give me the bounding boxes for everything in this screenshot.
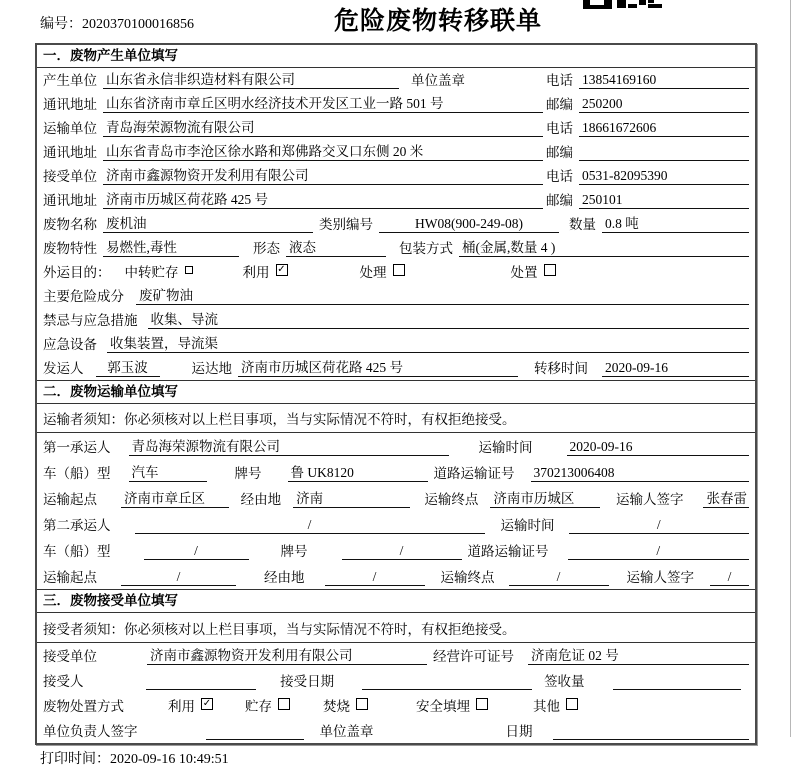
checkbox-label: 中转贮存 — [124, 265, 179, 280]
notice-text: 接受者须知：你必须核对以上栏目事项，当与实际情况不符时，有权拒绝接受。 — [43, 621, 516, 637]
checkbox-option — [323, 695, 368, 715]
field-value: 2020-09-16 — [602, 359, 749, 377]
checkbox-unchecked-icon — [185, 266, 193, 274]
form-row — [37, 236, 755, 260]
field-label: 运输时间 — [500, 518, 555, 533]
form-row — [37, 356, 755, 380]
form-row — [37, 668, 755, 693]
section-3 — [37, 589, 755, 743]
field-value: 桶(金属,数量 4 ) — [459, 239, 749, 257]
field-label: 运输人签字 — [615, 492, 684, 507]
field-label: 牌号 — [280, 544, 308, 559]
field-label: 日期 — [505, 724, 533, 739]
field-value — [206, 739, 304, 740]
form-row — [37, 718, 755, 743]
section-title: 二．废物运输单位填写 — [37, 381, 755, 404]
form-row — [37, 212, 755, 236]
checkbox-label: 其他 — [533, 699, 560, 714]
field-label: 道路运输证号 — [467, 544, 549, 559]
field-label: 运输人签字 — [626, 570, 694, 585]
field-label: 运输终点 — [440, 570, 495, 585]
field-value: / — [568, 542, 750, 560]
checkbox-label: 贮存 — [245, 699, 272, 714]
form-row — [37, 260, 755, 284]
field-value: 0531-82095390 — [579, 167, 749, 185]
field-label: 经营许可证号 — [433, 649, 514, 664]
field-value: 2020-09-16 — [567, 438, 750, 456]
section-title: 一．废物产生单位填写 — [37, 45, 755, 68]
field-value: 济南市历城区荷花路 425 号 — [238, 359, 518, 377]
static-text: 外运目的： — [43, 265, 111, 280]
section-1 — [37, 45, 755, 380]
checkbox-option — [125, 261, 193, 281]
notice-row — [37, 613, 755, 643]
checkbox-label: 利用 — [168, 699, 195, 714]
field-value: 13854169160 — [579, 71, 749, 89]
field-label: 禁忌与应急措施 — [43, 313, 138, 328]
field-value — [553, 739, 750, 740]
field-label: 转移时间 — [534, 361, 588, 376]
static-text: 单位盖章 — [411, 73, 465, 88]
field-label: 产生单位 — [43, 73, 97, 88]
field-value: / — [121, 568, 236, 586]
form-row — [37, 433, 755, 459]
doc-number-value: 2020370100016856 — [82, 17, 194, 32]
manifest-table — [35, 43, 757, 745]
checkbox-label: 焚烧 — [323, 699, 350, 714]
field-value: 汽车 — [129, 464, 207, 482]
checkbox-option — [243, 261, 288, 281]
field-value: 250101 — [579, 191, 749, 209]
field-label: 运达地 — [191, 361, 232, 376]
form-row — [37, 92, 755, 116]
print-time — [40, 748, 229, 768]
form-row — [37, 643, 755, 668]
form-row — [37, 188, 755, 212]
form-row — [37, 332, 755, 356]
checkbox-option — [168, 695, 213, 715]
field-label: 废物名称 — [43, 217, 97, 232]
field-label: 数量 — [569, 217, 596, 232]
field-label: 电话 — [546, 121, 573, 136]
field-value: / — [135, 516, 485, 534]
field-value: 18661672606 — [579, 119, 749, 137]
field-value: 张春雷 — [703, 490, 749, 508]
field-value: 郭玉波 — [96, 359, 160, 377]
field-value: 济南市鑫源物资开发利用有限公司 — [147, 647, 427, 665]
notice-text: 运输者须知：你必须核对以上栏目事项，当与实际情况不符时，有权拒绝接受。 — [43, 412, 516, 427]
field-label: 第二承运人 — [43, 518, 111, 533]
field-value: 0.8 吨 — [602, 215, 749, 233]
checkbox-label: 安全填埋 — [416, 699, 470, 714]
field-value: 青岛海荣源物流有限公司 — [103, 119, 543, 137]
checkbox-unchecked-icon — [393, 264, 405, 276]
field-label: 单位负责人签字 — [43, 724, 138, 739]
field-value — [579, 160, 749, 161]
field-label: 类别编号 — [319, 217, 373, 232]
field-value: 废机油 — [103, 215, 313, 233]
field-value: 易燃性,毒性 — [103, 239, 239, 257]
field-label: 经由地 — [240, 492, 282, 507]
form-row — [37, 511, 755, 537]
field-label: 接受单位 — [43, 649, 97, 664]
notice-row — [37, 404, 755, 433]
field-value: / — [569, 516, 750, 534]
field-value — [362, 689, 532, 690]
field-value — [613, 689, 741, 690]
checkbox-checked-icon: ✓ — [277, 264, 286, 275]
field-label: 运输起点 — [43, 570, 97, 585]
field-label: 运输终点 — [424, 492, 479, 507]
field-label: 通讯地址 — [43, 193, 97, 208]
field-label: 接受日期 — [280, 674, 335, 689]
field-value: 370213006408 — [531, 464, 750, 482]
field-value: 山东省青岛市李沧区徐水路和郑佛路交叉口东侧 20 米 — [103, 143, 543, 161]
checkbox-option — [360, 261, 405, 281]
field-value: 济南市历城区荷花路 425 号 — [103, 191, 543, 209]
section-title: 三．废物接受单位填写 — [37, 590, 755, 613]
field-label: 电话 — [546, 73, 573, 88]
field-label: 牌号 — [234, 466, 262, 481]
field-value: 收集装置，导流渠 — [107, 335, 749, 353]
field-label: 第一承运人 — [43, 440, 111, 455]
field-value: 250200 — [579, 95, 749, 113]
form-row — [37, 140, 755, 164]
checkbox-unchecked-icon — [278, 698, 290, 710]
field-value: 山东省济南市章丘区明水经济技术开发区工业一路 501 号 — [103, 95, 543, 113]
field-label: 主要危险成分 — [43, 289, 124, 304]
field-label: 邮编 — [546, 145, 573, 160]
print-time-value: 2020-09-16 10:49:51 — [110, 752, 229, 767]
field-label: 接受单位 — [43, 169, 97, 184]
field-label: 签收量 — [544, 674, 585, 689]
static-text: 单位盖章 — [319, 724, 374, 739]
doc-number-label: 编号： — [40, 17, 82, 32]
checkbox-option — [245, 695, 290, 715]
static-text: 废物处置方式 — [43, 699, 124, 714]
checkbox-label: 处理 — [359, 265, 387, 280]
page-edge-line — [790, 0, 791, 737]
field-value: / — [710, 568, 749, 586]
field-value: 收集、导流 — [148, 311, 750, 329]
checkbox-label: 处置 — [510, 265, 538, 280]
checkbox-option — [511, 261, 556, 281]
field-label: 运输时间 — [478, 440, 533, 455]
field-label: 通讯地址 — [43, 145, 97, 160]
field-value: / — [144, 542, 249, 560]
field-label: 车（船）型 — [43, 466, 111, 481]
field-value: 鲁 UK8120 — [288, 464, 428, 482]
qr-code-partial — [583, 0, 665, 10]
field-value: 废矿物油 — [136, 287, 749, 305]
form-row — [37, 164, 755, 188]
field-label: 邮编 — [546, 193, 573, 208]
section-2 — [37, 380, 755, 589]
field-value: 山东省永信非织造材料有限公司 — [103, 71, 399, 89]
checkbox-option — [416, 695, 488, 715]
field-label: 道路运输证号 — [433, 466, 515, 481]
field-label: 废物特性 — [43, 241, 97, 256]
field-label: 邮编 — [546, 97, 573, 112]
field-label: 发运人 — [43, 361, 84, 376]
checkbox-unchecked-icon — [544, 264, 556, 276]
form-row — [37, 68, 755, 92]
field-value: 济南 — [293, 490, 410, 508]
field-label: 通讯地址 — [43, 97, 97, 112]
field-label: 电话 — [546, 169, 573, 184]
form-row — [37, 459, 755, 485]
checkbox-unchecked-icon — [356, 698, 368, 710]
form-row — [37, 537, 755, 563]
checkbox-checked-icon: ✓ — [202, 698, 212, 709]
field-label: 运输起点 — [43, 492, 97, 507]
field-value: / — [342, 542, 462, 560]
checkbox-unchecked-icon — [566, 698, 578, 710]
form-row — [37, 693, 755, 718]
form-row — [37, 308, 755, 332]
field-value: 济南危证 02 号 — [528, 647, 749, 665]
field-label: 车（船）型 — [43, 544, 111, 559]
form-row — [37, 284, 755, 308]
field-label: 运输单位 — [43, 121, 97, 136]
field-value: 青岛海荣源物流有限公司 — [129, 438, 449, 456]
checkbox-option — [533, 695, 578, 715]
field-label: 形态 — [253, 241, 280, 256]
form-row — [37, 485, 755, 511]
field-value — [146, 689, 257, 690]
document-title: 危险废物转移联单 — [333, 7, 542, 35]
field-label: 应急设备 — [43, 337, 97, 352]
field-label: 经由地 — [264, 570, 305, 585]
form-row — [37, 116, 755, 140]
field-value: HW08(900-249-08) — [379, 215, 559, 233]
field-value: 济南市章丘区 — [121, 490, 229, 508]
field-label: 包装方式 — [399, 241, 453, 256]
form-row — [37, 563, 755, 589]
field-label: 接受人 — [43, 674, 84, 689]
field-value: / — [509, 568, 609, 586]
print-time-label: 打印时间： — [40, 752, 110, 767]
checkbox-label: 利用 — [242, 265, 270, 280]
field-value: 济南市鑫源物资开发利用有限公司 — [103, 167, 543, 185]
field-value: 液态 — [286, 239, 386, 257]
field-value: 济南市历城区 — [490, 490, 600, 508]
checkbox-unchecked-icon — [476, 698, 488, 710]
field-value: / — [325, 568, 425, 586]
